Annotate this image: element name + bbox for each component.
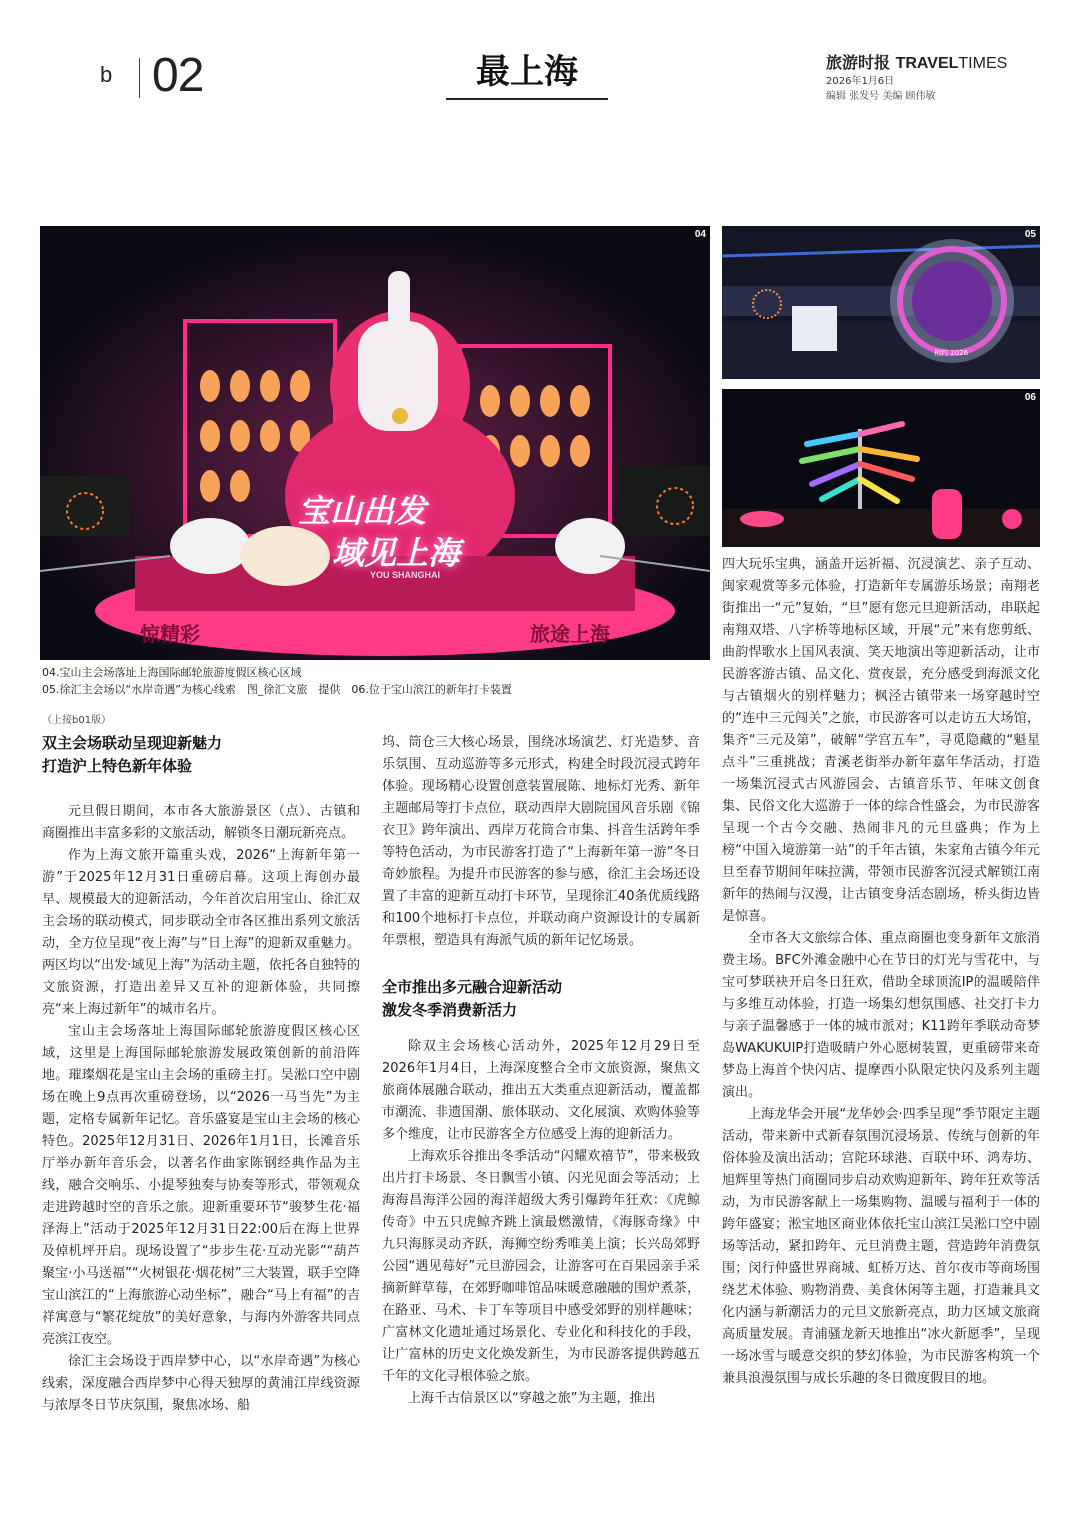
masthead-brand: [826, 50, 1007, 73]
brand-cn: 旅游时报: [826, 53, 891, 72]
photo-04-tag: 04: [694, 229, 706, 240]
photo-04: [40, 226, 710, 660]
photo-06-illustration: [722, 389, 1040, 547]
sign-line-1: 宝山出发: [298, 492, 427, 530]
continued-note: （上接b01版）: [42, 715, 112, 726]
left-banner: 惊精彩: [140, 622, 200, 646]
header-divider: [139, 58, 140, 98]
caption-line-1: 04.宝山主会场落址上海国际邮轮旅游度假区核心区域: [42, 666, 302, 679]
paragraph: 除双主会场核心活动外，2025年12月29日至2026年1月4日，上海深度整合全市文旅资源，聚焦文旅商体展融合联动，推出五大类重点迎新活动，覆盖都市潮流、非遗国潮、旅体联动、文化展演、欢购体验等多个维度，让市民游客全方位感受上海的迎新活力。: [382, 1039, 700, 1142]
sign-sub: YOU SHANGHAI: [370, 570, 441, 580]
section-letter: b: [100, 62, 113, 87]
photo-05: [722, 226, 1040, 379]
issue-date: 2026年1月6日: [826, 76, 895, 87]
section-title: 最上海: [476, 52, 578, 92]
headline-1-line-2: 打造沪上特色新年体验: [42, 757, 193, 775]
article-column-2: [382, 732, 700, 1410]
paragraph: 元旦假日期间，本市各大旅游景区（点）、古镇和商圈推出丰富多彩的文旅活动，解锁冬日潮玩新亮点。: [42, 804, 360, 841]
photo-06: [722, 389, 1040, 547]
caption-line-2: 05.徐汇主会场以“水岸奇遇”为核心线索 图_徐汇文旅 提供 06.位于宝山滨江的新年打卡装置: [42, 683, 512, 696]
photo-05-illustration: [722, 226, 1040, 379]
photo-06-tag: 06: [1024, 392, 1036, 403]
paragraph: 上海龙华会开展“龙华妙会·四季呈现”季节限定主题活动，带来新中式新春氛围沉浸场景、传统与创新的年俗体验及演出活动；宫陀环球港、百联中环、鸿寿坊、旭辉里等热门商圈同步启动欢购迎新年、跨年狂欢等活动，为市民游客献上一场集购物、温暖与福利于一体的跨年盛宴；淞宝地区商业体依托宝山滨江吴淞口空中剧场等活动，紧扣跨年、元旦消费主题，营造跨年消费氛围；闵行仲盛世界商城、虹桥万达、首尔夜市等商场围绕艺术体验、购物消费、美食休闲等主题，打造兼具文化内涵与新潮活力的元旦文旅新亮点，助力区域文旅商高质量发展。青浦骚龙新天地推出“冰火新愿季”，呈现一场冰雪与暖意交织的梦幻体验，为市民游客构筑一个兼具浪漫氛围与成长乐趣的冬日微度假目的地。: [722, 1107, 1040, 1386]
right-banner: 旅途上海: [530, 622, 610, 646]
headline-2-line-1: 全市推出多元融合迎新活动: [382, 978, 563, 996]
paragraph: 上海欢乐谷推出冬季活动“闪耀欢禧节”，带来极致出片打卡场景、冬日飘雪小镇、闪光见面会等活动；上海海昌海洋公园的海洋超级大秀引爆跨年狂欢：《虎鲸传奇》中五只虎鲸齐跳上演最燃激情，《海豚奇缘》中九只海豚灵动齐跃，海狮空纷秀唯美上演；长兴岛郊野公园“遇见莓好”元旦游园会，让游客可在百果园亲手采摘新鲜草莓，在郊野咖啡馆品味暖意融融的围炉煮茶，在路亚、马术、卡丁车等项目中感受郊野的别样趣味；广富林文化遗址通过场景化、专业化和科技化的手段，让广富林的历史文化焕发新生，为市民游客提供跨越五千年的文化寻根体验之旅。: [382, 1149, 700, 1384]
article-column-1: [42, 732, 360, 1417]
headline-1-line-1: 双主会场联动呈现迎新魅力: [42, 734, 223, 752]
brand-en-bold: TRAVEL: [895, 55, 959, 72]
p05-screen-text: 相约 2026: [934, 349, 969, 357]
title-underline: [446, 98, 608, 100]
headline-2-line-2: 激发冬季消费新活力: [382, 1001, 518, 1019]
paragraph: 坞、筒仓三大核心场景，围绕冰场演艺、灯光造梦、音乐氛围、互动巡游等多元形式，构建全时段沉浸式跨年体验。现场精心设置创意装置展陈、地标灯光秀、新年主题邮局等打卡点位，联动西岸大剧院国风音乐剧《锦衣卫》跨年演出、西岸万花筒合市集、抖音生活跨年季等特色活动，为市民游客打造了“上海新年第一游”冬日奇妙旅程。为提升市民游客的参与感，徐汇主会场还设置了丰富的迎新互动打卡环节，呈现徐汇40条优质线路和100个地标打卡点位，并联动商户资源设计的专属新年票根，塑造具有海派气质的新年记忆场景。: [382, 735, 700, 948]
paragraph: 作为上海文旅开篇重头戏，2026“上海新年第一游”于2025年12月31日重磅启幕。这项上海创办最早、规模最大的迎新活动，今年首次启用宝山、徐汇双主会场的联动模式，同步联动全市各区推出系列文旅活动，全方位呈现“夜上海”与“日上海”的迎新双重魅力。两区均以“出发·域见上海”为活动主题，依托各自独特的文旅资源，打造出差异又互补的迎新体验，共同擦亮“来上海过新年”的城市名片。: [42, 848, 360, 1017]
paragraph: 四大玩乐宝典，涵盖开运祈福、沉浸演艺、亲子互动、闽家观赏等多元体验，打造新年专属游乐场景；南翔老街推出一“元”复始，“旦”愿有您元旦迎新活动，串联起南翔双塔、八字桥等地标区域，开展“元”来有您剪纸、曲韵悍歌水上国风表演、笑天地演出等迎新活动，让市民游客游古镇、品文化、赏夜景，充分感受到海派文化与古镇烟火的别样魅力；枫泾古镇带来一场穿越时空的“连中三元闯关”之旅，市民游客可以走访五大场馆，集齐“三元及第”，破解“学宫五车”，寻觅隐藏的“魁星点斗”三重挑战；青溪老街举办新年嘉年华活动，打造一场集沉浸式古风游园会、古镇音乐节、年味文创食集、民俗文化大巡游于一体的综合性盛会，为市民游客呈现一个古今交融、热闹非凡的元旦盛典；作为上榜“中国入境游第一站”的千年古镇，朱家角古镇今年元旦至春节期间年味拉满，带领市民游客沉浸式解锁江南新年的热闹与汉漫，让古镇变身活态剧场，桥头街边皆是惊喜。: [722, 557, 1040, 924]
article-column-3: [722, 554, 1040, 1390]
sign-line-2: 域见上海: [332, 534, 461, 572]
brand-en-light: TIMES: [958, 55, 1008, 72]
photo-04-illustration: [40, 226, 710, 660]
paragraph: 全市各大文旅综合体、重点商圈也变身新年文旅消费主场。BFC外滩金融中心在节日的灯光与雪花中，与宝可梦联袂开启冬日狂欢，借助全球顶流IP的温暖陪伴与多维互动体验，打造一场集幻想氛围感、社交打卡力与亲子温馨感于一体的城市派对；K11跨年季联动奇梦岛WAKUKUIP打造吸睛户外心愿树装置，更重磅带来奇梦岛上海首个快闪店、提摩西小队限定快闪及系列主题演出。: [722, 931, 1040, 1100]
paragraph: 徐汇主会场设于西岸梦中心，以“水岸奇遇”为核心线索，深度融合西岸梦中心得天独厚的黄浦江岸线资源与浓厚冬日节庆氛围，聚焦冰场、船: [42, 1354, 360, 1413]
paragraph: 宝山主会场落址上海国际邮轮旅游度假区核心区域，这里是上海国际邮轮旅游发展政策创新的前沿阵地。璀璨烟花是宝山主会场的重磅主打。吴淞口空中剧场在晚上9点再次重磅登场，以“2026一马当先”为主题，定格专属新年记忆。音乐盛宴是宝山主会场的核心特色。2025年12月31日、2026年1月1日，长滩音乐厅举办新年音乐会，以著名作曲家陈钢经典作品为主线，融合交响乐、小提琴独奏与协奏等形式，带领观众走进跨越时空的音乐之旅。迎新重要环节“骏梦生花·福泽海上”活动于2025年12月31日22:00后在海上世界及倬机坪开启。现场设置了“步步生花·互动光影”“葫芦聚宝·小马送福”“火树银花·烟花树”三大装置，联手空降宝山滨江的“上海旅游心动坐标”，融合“马上有福”的吉祥寓意与“繁花绽放”的美好意象，与海内外游客共同点亮滨江夜空。: [42, 1024, 360, 1347]
page-number: 02: [152, 49, 204, 102]
photo-05-tag: 05: [1024, 229, 1036, 240]
editor-credits: 编辑 张发号 美编 顾伟敏: [826, 91, 936, 102]
paragraph: 上海千古信景区以“穿越之旅”为主题，推出: [408, 1391, 656, 1406]
